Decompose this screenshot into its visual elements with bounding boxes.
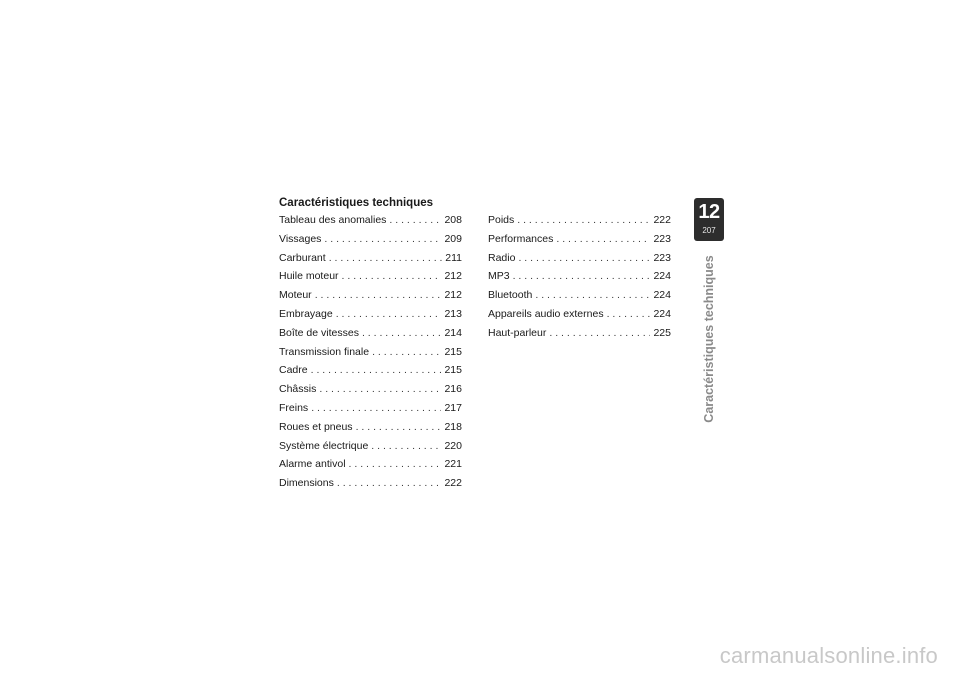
toc-entry-page: 211 xyxy=(445,251,462,264)
toc-leader-dots xyxy=(319,383,441,395)
toc-entry[interactable] xyxy=(279,327,462,346)
toc-leader-dots xyxy=(329,252,443,264)
toc-entry[interactable] xyxy=(488,327,671,346)
toc-entry-label: Châssis xyxy=(279,383,317,396)
toc-entry-page: 212 xyxy=(444,289,462,302)
toc-entry-page: 212 xyxy=(444,270,462,283)
toc-entry-label: Dimensions xyxy=(279,477,334,490)
toc-entry-page: 224 xyxy=(653,307,671,320)
toc-entry[interactable] xyxy=(279,289,462,308)
toc-leader-dots xyxy=(356,421,442,433)
toc-leader-dots xyxy=(372,346,441,358)
toc-entry-label: Transmission finale xyxy=(279,345,370,358)
toc-leader-dots xyxy=(556,233,650,245)
toc-leader-dots xyxy=(518,252,650,264)
toc-entry-page: 216 xyxy=(444,383,462,396)
toc-entry[interactable] xyxy=(279,308,462,327)
toc-entry-page: 214 xyxy=(444,326,462,339)
toc-leader-dots xyxy=(311,364,442,376)
toc-entry[interactable] xyxy=(279,421,462,440)
page-number: 207 xyxy=(702,226,716,235)
toc-entry[interactable] xyxy=(279,214,462,233)
toc-leader-dots xyxy=(315,289,442,301)
toc-entry[interactable] xyxy=(279,270,462,289)
toc-entry-page: 223 xyxy=(653,232,671,245)
toc-entry-label: Radio xyxy=(488,251,516,264)
toc-entry-label: Roues et pneus xyxy=(279,420,353,433)
chapter-badge xyxy=(694,198,724,241)
toc-entry-label: Appareils audio externes xyxy=(488,307,604,320)
toc-entry[interactable] xyxy=(488,308,671,327)
toc-entry-label: Alarme antivol xyxy=(279,458,346,471)
toc-leader-dots xyxy=(336,308,442,320)
toc-leader-dots xyxy=(371,440,441,452)
toc-leader-dots xyxy=(349,458,442,470)
toc-entry-label: Poids xyxy=(488,214,515,226)
toc-leader-dots xyxy=(337,477,442,489)
toc-entry-page: 221 xyxy=(444,458,462,471)
toc-entry-page: 222 xyxy=(444,477,462,490)
toc-entry[interactable] xyxy=(488,252,671,271)
toc-leader-dots xyxy=(607,308,651,320)
toc-entry-page: 224 xyxy=(653,270,671,283)
toc-leader-dots xyxy=(324,233,441,245)
toc-entry[interactable] xyxy=(279,252,462,271)
toc-entry-label: Freins xyxy=(279,401,309,414)
section-title: Caractéristiques techniques xyxy=(279,197,434,209)
toc-entry[interactable] xyxy=(279,458,462,477)
toc-entry[interactable] xyxy=(488,270,671,289)
toc-entry[interactable] xyxy=(279,402,462,421)
toc-leader-dots xyxy=(311,402,441,414)
toc-entry-page: 224 xyxy=(653,289,671,302)
toc-entry-page: 223 xyxy=(653,251,671,264)
toc-entry-label: Vissages xyxy=(279,232,322,245)
toc-entry-label: Moteur xyxy=(279,289,312,302)
toc-entry[interactable] xyxy=(279,233,462,252)
toc-entry-label: Tableau des anomalies xyxy=(279,214,387,226)
toc-entry[interactable] xyxy=(488,233,671,252)
toc-entry-label: Système électrique xyxy=(279,439,369,452)
toc-entry-page: 213 xyxy=(444,307,462,320)
toc-leader-dots xyxy=(389,214,441,226)
toc-entry-label: Embrayage xyxy=(279,307,333,320)
toc-leader-dots xyxy=(549,327,650,339)
toc-entry[interactable] xyxy=(279,383,462,402)
toc-entry-page: 218 xyxy=(444,420,462,433)
toc-entry-label: Carburant xyxy=(279,251,326,264)
toc-entry-label: Haut-parleur xyxy=(488,326,547,339)
toc-leader-dots xyxy=(517,214,650,226)
chapter-number: 12 xyxy=(698,201,720,223)
toc-entry[interactable] xyxy=(488,214,671,233)
toc-entry[interactable] xyxy=(279,364,462,383)
toc-entry-label: MP3 xyxy=(488,270,510,283)
watermark: carmanualsonline.info xyxy=(719,643,938,668)
toc-entry[interactable] xyxy=(279,440,462,459)
toc-entry-label: Bluetooth xyxy=(488,289,533,302)
toc-entry-page: 209 xyxy=(444,232,462,245)
toc-entry-label: Performances xyxy=(488,232,554,245)
chapter-side-label: Caractéristiques techniques xyxy=(702,255,716,423)
toc-entry-page: 208 xyxy=(444,214,462,226)
toc-entry-page: 225 xyxy=(653,326,671,339)
toc-entry-page: 215 xyxy=(444,364,462,377)
toc-leader-dots xyxy=(342,270,442,282)
toc-entry-label: Huile moteur xyxy=(279,270,339,283)
toc-column-right xyxy=(488,214,671,346)
toc-entry-page: 217 xyxy=(444,401,462,414)
toc-leader-dots xyxy=(535,289,650,301)
toc-leader-dots xyxy=(513,270,651,282)
toc-entry[interactable] xyxy=(488,289,671,308)
toc-entry-label: Boîte de vitesses xyxy=(279,326,359,339)
toc-leader-dots xyxy=(362,327,442,339)
toc-entry-page: 222 xyxy=(653,214,671,226)
toc-entry[interactable] xyxy=(279,477,462,496)
toc-entry-page: 215 xyxy=(444,345,462,358)
toc-entry-label: Cadre xyxy=(279,364,308,377)
toc-entry-page: 220 xyxy=(444,439,462,452)
toc-column-left xyxy=(279,214,462,496)
toc-entry[interactable] xyxy=(279,346,462,365)
